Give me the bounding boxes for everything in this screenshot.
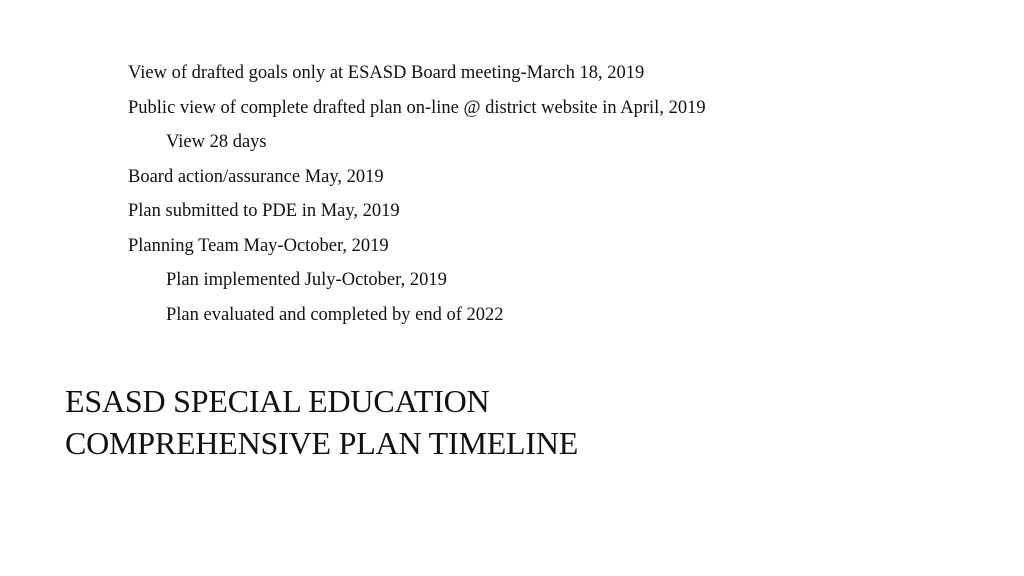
bullet-board-action: Board action/assurance May, 2019 bbox=[128, 166, 384, 187]
timeline-bullet-list bbox=[128, 62, 768, 338]
sub-bullet-plan-evaluated: Plan evaluated and completed by end of 2022 bbox=[166, 304, 504, 325]
sub-bullet-plan-implemented: Plan implemented July-October, 2019 bbox=[166, 270, 447, 290]
slide-title bbox=[65, 380, 865, 464]
slide-title-line-2: COMPREHENSIVE PLAN TIMELINE bbox=[65, 425, 579, 461]
bullet-drafted-goals: View of drafted goals only at ESASD Board meeting-March 18, 2019 bbox=[128, 63, 645, 83]
slide-title-line-1: ESASD SPECIAL EDUCATION bbox=[65, 383, 490, 419]
bullet-plan-submitted: Plan submitted to PDE in May, 2019 bbox=[128, 201, 400, 221]
bullet-public-view: Public view of complete drafted plan on-line @ district website in April, 2019 bbox=[128, 97, 706, 118]
bullet-planning-team: Planning Team May-October, 2019 bbox=[128, 235, 389, 256]
sub-bullet-view-days: View 28 days bbox=[166, 132, 267, 152]
